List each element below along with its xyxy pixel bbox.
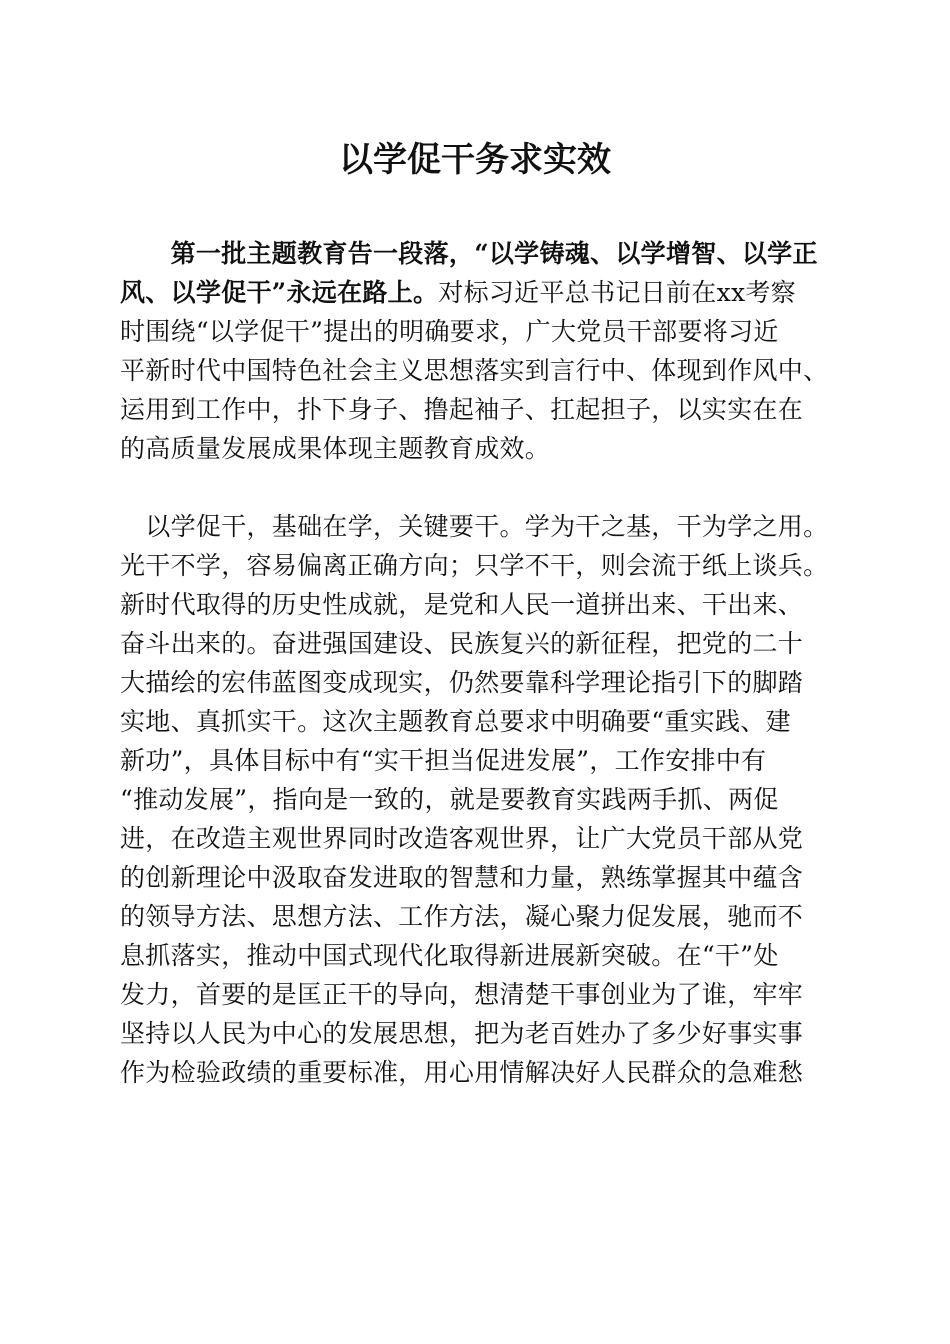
paragraph-1-line-1 <box>120 234 840 273</box>
paragraph-2-line-1: 以学促干，基础在学，关键要干。学为干之基，干为学之用。 <box>120 512 829 541</box>
paragraph-1-line-2-rest: 对标习近平总书记日前在xx考察 <box>438 278 796 307</box>
paragraph-2-line-5: 大描绘的宏伟蓝图变成现实，仍然要靠科学理论指引下的脚踏 <box>120 668 804 697</box>
paragraph-1-line-6: 的高质量发展成果体现主题教育成效。 <box>120 434 551 463</box>
paragraph-1-line-2-lead: 风、以学促干”永远在路上。 <box>120 278 439 307</box>
paragraph-1-line-4: 平新时代中国特色社会主义思想落实到言行中、体现到作风中、 <box>120 356 829 385</box>
paragraph-2-line-4: 奋斗出来的。奋进强国建设、民族复兴的新征程，把党的二十 <box>120 629 804 658</box>
paragraph-2-line-7: 新功”，具体目标中有“实干担当促进发展”，工作安排中有 <box>120 746 767 775</box>
paragraph-1-line-2 <box>120 273 840 312</box>
paragraph-1-line-3: 时围绕“以学促干”提出的明确要求，广大党员干部要将习近 <box>120 317 779 346</box>
paragraph-2 <box>120 507 840 1092</box>
paragraph-2-line-15: 作为检验政绩的重要标准，用心用情解决好人民群众的急难愁 <box>120 1058 804 1087</box>
paragraph-2-line-8: “推动发展”，指向是一致的，就是要教育实践两手抓、两促 <box>120 785 779 814</box>
paragraph-1-line-5: 运用到工作中，扑下身子、撸起袖子、扛起担子，以实实在在 <box>120 395 804 424</box>
paragraph-2-line-10: 的创新理论中汲取奋发进取的智慧和力量，熟练掌握其中蕴含 <box>120 863 804 892</box>
paragraph-2-line-9: 进，在改造主观世界同时改造客观世界，让广大党员干部从党 <box>120 824 804 853</box>
paragraph-2-line-12: 息抓落实，推动中国式现代化取得新进展新突破。在“干”处 <box>120 941 779 970</box>
paragraph-2-line-3: 新时代取得的历史性成就，是党和人民一道拼出来、干出来、 <box>120 590 804 619</box>
paragraph-2-line-11: 的领导方法、思想方法、工作方法，凝心聚力促发展，驰而不 <box>120 902 804 931</box>
paragraph-2-line-13: 发力，首要的是匡正干的导向，想清楚干事创业为了谁，牢牢 <box>120 980 804 1009</box>
paragraph-2-line-6: 实地、真抓实干。这次主题教育总要求中明确要“重实践、建 <box>120 707 791 736</box>
paragraph-2-line-14: 坚持以人民为中心的发展思想，把为老百姓办了多少好事实事 <box>120 1019 804 1048</box>
paragraph-1-line-1-text: 第一批主题教育告一段落，“以学铸魂、以学增智、以学正 <box>120 239 818 268</box>
paragraph-2-line-2: 光干不学，容易偏离正确方向；只学不干，则会流于纸上谈兵。 <box>120 551 829 580</box>
paragraph-1 <box>120 234 840 468</box>
document-title: 以学促干务求实效 <box>339 140 611 180</box>
